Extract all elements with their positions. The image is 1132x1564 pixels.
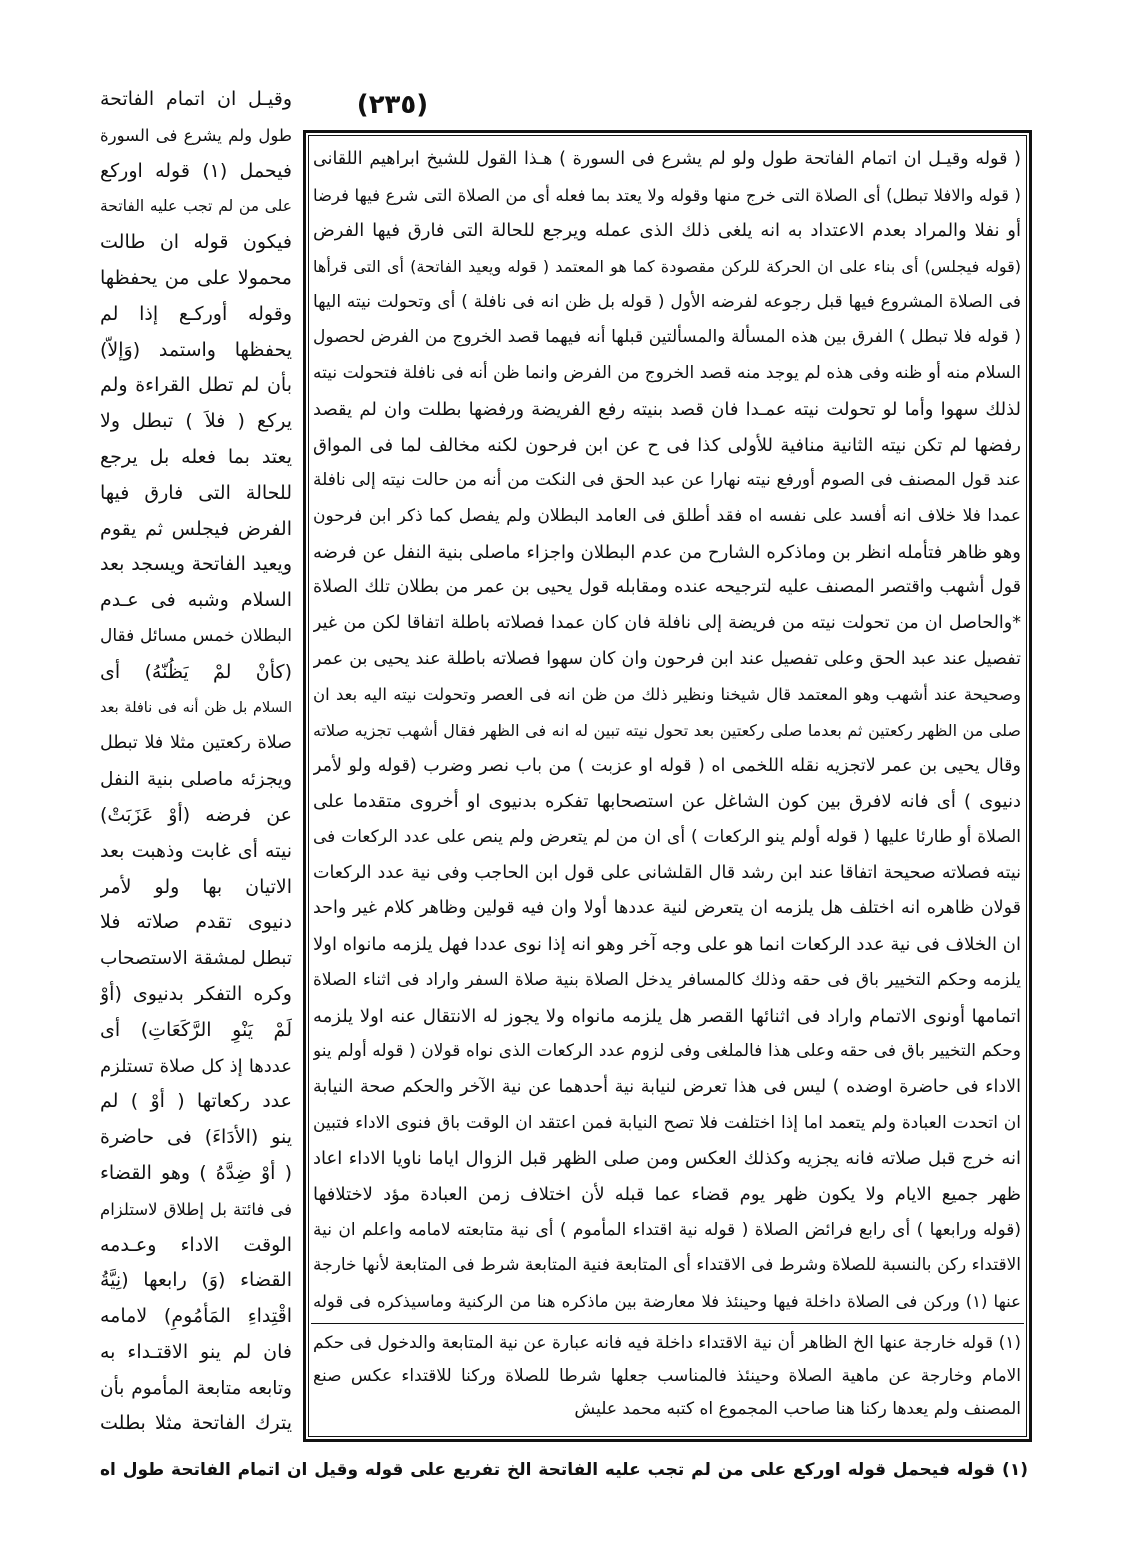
commentary-line: لذلك سهوا وأما لو تحولت نيته عمـدا فان قصد بنيته رفع الفريضة ورفضها بطلت وان لم يقصد — [313, 398, 1021, 420]
margin-line: القضاء (وَ) رابعها (نِيَّةُ — [100, 1269, 292, 1292]
margin-line: محمولا على من يحفظها — [100, 266, 292, 289]
margin-line: وقيـل ان اتمام الفاتحة — [100, 88, 292, 110]
margin-line: نيته أى غابت وذهبت بعد — [100, 839, 292, 862]
commentary-line: انه خرج قبل صلاته فانه يجزيه وكذلك العكس ومن صلى الظهر قبل الزوال اياما ناويا الاداء اعاد — [313, 1148, 1021, 1170]
margin-line: السلام بل ظن أنه فى نافلة بعد — [100, 699, 292, 716]
margin-line: يعتد بما فعله بل يرجع — [100, 445, 292, 468]
commentary-line: قولان ظاهره انه اختلف هل يلزمه ان يتعرض لنية عددها أولا وان فيه قولين وظاهر كلام غير واحد — [313, 898, 1021, 919]
commentary-line: السلام منه أو ظنه وفى هذه لم يوجد منه قصد الخروج من الفرض وانما ظن أنه فى نافلة فتحولت نيته — [313, 363, 1021, 384]
margin-line: فى فائتة بل إطلاق لاستلزام — [100, 1199, 292, 1219]
commentary-line: تفصيل عند عبد الحق وعلى تفصيل عند ابن فرحون وان كان سهوا فصلاته باطلة عند يحيى بن عمر — [313, 648, 1021, 669]
commentary-line: (قوله ورابعها ) أى رابع فرائض الصلاة ( قوله نية اقتداء المأموم ) أى نية متابعته لامامه واعلم ان نية — [313, 1219, 1021, 1240]
margin-line: عددها إذ كل صلاة تستلزم — [100, 1055, 292, 1077]
commentary-line: الاداء فى حاضرة اوضده ) ليس فى هذا تعرض لنيابة نية أحدهما عن نية الآخر والحكم صحة النيابة — [313, 1076, 1021, 1097]
margin-line: دنيوى تقدم صلاته فلا — [100, 911, 292, 934]
commentary-line: ( قوله والافلا تبطل) أى الصلاة التى خرج منها وقوله ولا يعتد بما فعله أى من الصلاة التى شرع فيها فرضا — [313, 185, 1021, 205]
commentary-line: اتمامها أونوى الاتمام واراد فى اثنائها القصر هل يلزمه مانواه ولا يجوز له الانتقال عنه اولا يلزمه — [313, 1005, 1021, 1027]
margin-line: تبطل لمشقة الاستصحاب — [100, 948, 292, 970]
commentary-line: الاقتداء ركن بالنسبة للصلاة وشرط فى الاقتداء أى المتابعة فنية المتابعة شرط فى المتابعة لأنها خارجة — [313, 1255, 1021, 1276]
margin-line: فان لم ينو الاقتـداء به — [100, 1340, 292, 1363]
commentary-line: يلزمه وحكم التخيير باق فى حقه وذلك كالمسافر يدخل الصلاة بنية صلاة السفر واراد فى اثناء الصلاة — [313, 969, 1021, 990]
margin-line: عن فرضه (أوْ عَزَبَتْ) — [100, 803, 292, 826]
margin-line: ينو (الأدَاءَ) فى حاضرة — [100, 1126, 292, 1149]
margin-line: صلاة ركعتين مثلا فلا تبطل — [100, 733, 292, 754]
commentary-line: ( قوله فلا تبطل ) الفرق بين هذه المسألة والمسألتين قبلها أنه فيهما قصد الخروج من الفرض لحصول — [313, 327, 1021, 348]
margin-line: عدد ركعاتها ( أوْ ) لم — [100, 1090, 292, 1113]
commentary-line: ان اتحدت العبادة ولم يتعمد اما إذا اختلفت فلا تصح النيابة فمن اعتقد ان الوقت باق فنوى الاداء فتبين — [313, 1112, 1021, 1133]
page-number: (٢٣٥) — [356, 90, 429, 120]
commentary-line: عنها (١) وركن فى الصلاة داخلة فيها وحينئذ فلا معارضة بين ماذكره هنا من الركنية وماسيذكره فى قوله — [313, 1292, 1021, 1311]
commentary-line: وصحيحة عند أشهب وهو المعتمد قال شيخنا ونظير ذلك من ظن انه فى العصر وتحولت نيته اليه بعد ان — [313, 685, 1021, 705]
margin-line: وتابعه متابعة المأموم بأن — [100, 1377, 292, 1399]
commentary-line: وقال يحيى بن عمر لاتجزيه نقله اللخمى اه ( قوله او عزبت ) من باب نصر وضرب (قوله ولو لأمر — [313, 755, 1021, 776]
margin-line: البطلان خمس مسائل فقال — [100, 625, 292, 646]
margin-line: لَمْ يَنْوِ الرَّكَعَاتِ) أى — [100, 1018, 292, 1041]
commentary-line: عمدا فلا خلاف انه أفسد على نفسه اه فقد أطلق فى العامد البطلان ولم يفصل كما ذكر ابن فرحون — [313, 505, 1021, 526]
commentary-line: ( قوله وقيـل ان اتمام الفاتحة طول ولو لم يشرع فى السورة ) هـذا القول للشيخ ابراهيم اللقانى — [313, 149, 1021, 169]
margin-text-column — [100, 82, 292, 1442]
margin-line: وقوله أوركـع إذا لم — [100, 302, 292, 325]
margin-line: الفرض فيجلس ثم يقوم — [100, 517, 292, 540]
page-footnote — [100, 1452, 1028, 1488]
commentary-line: وحكم التخيير باق فى حقه وعلى هذا فالملغى وفى لزوم عدد الركعات الذى نواه قولان ( قوله أولم ينو — [313, 1041, 1021, 1062]
commentary-line: (قوله فيجلس) أى بناء على ان الحركة للركن مقصودة كما هو المعتمد ( قوله ويعيد الفاتحة) أى التى قرأها — [313, 257, 1021, 277]
footnote-line: (١) قوله خارجة عنها الخ الظاهر أن نية الاقتداء داخلة فيه فانه عبارة عن نية المتابعة والدخول فى حكم — [313, 1333, 1021, 1353]
margin-line: الوقت الاداء وعـدمه — [100, 1233, 292, 1256]
commentary-line: الصلاة أو طارئا عليها ( قوله أولم ينو الركعات ) أى ان من لم يتعرض ولم ينص على عدد الركعات فى — [313, 827, 1021, 848]
margin-line: فيحمل (١) قوله اوركع — [100, 159, 292, 182]
commentary-line: دنيوى ) أى فانه لافرق بين كون الشاغل عن استصحابها تفكره بدنيوى او أخروى متقدما على — [313, 791, 1021, 813]
margin-line: اقْتِداءِ المَأمُومِ) لامامه — [100, 1305, 292, 1328]
margin-line: ويعيد الفاتحة ويسجد بعد — [100, 553, 292, 576]
margin-line: ( أوْ ضِدَّهُ ) وهو القضاء — [100, 1161, 292, 1184]
margin-line: يترك الفاتحة مثلا بطلت — [100, 1412, 292, 1435]
commentary-line: أو نفلا والمراد بعدم الاعتداد به انه يلغى ذلك الذى عمله ويرجع للحالة التى فارق فيها الفرض — [313, 220, 1021, 242]
commentary-line: رفضها لم تكن نيته الثانية منافية للأولى كذا فى ح عن ابن فرحون لكنه مخالف لما فى المواق — [313, 434, 1021, 456]
footnote-line: الامام وخارجة عن ماهية الصلاة وحينئذ فالمناسب جعلها شرطا للصلاة وركنا للاقتداء عكس صنع — [313, 1366, 1021, 1386]
margin-line: يركع ( فلاَ ) تبطل ولا — [100, 410, 292, 433]
commentary-line: نيته فصلاته صحيحة اتفاقا عند ابن رشد قال القلشانى على قول ابن الحاجب وفى نية عدد الركعات — [313, 862, 1021, 883]
commentary-line: ان الخلاف فى نية عدد الركعات انما هو على وجه آخر وهو انه إذا نوى عددا فهل يلزمه مانواه اولا — [313, 934, 1021, 956]
margin-line: السلام وشبه فى عـدم — [100, 589, 292, 612]
margin-line: وكره التفكر بدنيوى (أوْ — [100, 982, 292, 1005]
margin-line: بأن لم تطل القراءة ولم — [100, 374, 292, 397]
commentary-line: فى الصلاة المشروع فيها قبل رجوعه لفرضه الأول ( قوله بل ظن انه فى نافلة ) أى وتحولت نيته اليها — [313, 291, 1021, 312]
commentary-line: ظهر جميع الايام ولا يكون ظهر يوم قضاء عما قبله لأن اختلاف زمن العبادة مؤد لاختلافها — [313, 1183, 1021, 1205]
commentary-line: عند قول المصنف فى الصوم أورفع نيته نهارا عن عبد الحق فى النكت من أنه من حالت نيته إلى نافلة — [313, 470, 1021, 491]
commentary-footnote — [313, 1327, 1021, 1426]
commentary-line: *والحاصل ان من تحولت نيته من فريضة إلى نافلة فان كان عمدا فصلاته باطلة اتفاقا لكن من غير — [313, 612, 1021, 633]
commentary-line: صلى من الظهر ركعتين ثم بعدما صلى ركعتين بعد تحول نيته تبين له انه فى الظهر فقال أشهب تجزيه صلاته — [313, 721, 1021, 740]
margin-line: فيكون قوله ان طالت — [100, 231, 292, 254]
commentary-line: وهو ظاهر فتأمله انظر بن وماذكره الشارح من عدم البطلان واجزاء ماصلى بنية النفل عن فرضه — [313, 541, 1021, 563]
footnote-line: المصنف ولم يعدها ركنا هنا صاحب المجموع اه كتبه محمد عليش — [574, 1399, 1021, 1419]
margin-line: الاتيان بها ولو لأمر — [100, 875, 292, 898]
margin-line: ويجزئه ماصلى بنية النفل — [100, 769, 292, 791]
commentary-text — [313, 142, 1021, 1320]
margin-line: طول ولم يشرع فى السورة — [100, 125, 292, 145]
footnote-separator — [311, 1323, 1024, 1324]
margin-line: للحالة التى فارق فيها — [100, 481, 292, 504]
page-footnote-line: (١) قوله فيحمل قوله اوركع على من لم تجب عليه الفاتحة الخ تفريع على قوله وقيل ان اتمام الفاتحة طول اه — [100, 1460, 1028, 1480]
margin-line: على من لم تجب عليه الفاتحة — [100, 197, 292, 216]
commentary-line: قول أشهب واقتصر المصنف عليه لترجيحه عنده ومقابله قول يحيى بن عمر من بطلان تلك الصلاة — [313, 577, 1021, 598]
margin-line: (كأنْ لمْ يَظُنّهُ) أى — [100, 660, 292, 683]
margin-line: يحفظها واستمد (وَإلاّ) — [100, 338, 292, 361]
